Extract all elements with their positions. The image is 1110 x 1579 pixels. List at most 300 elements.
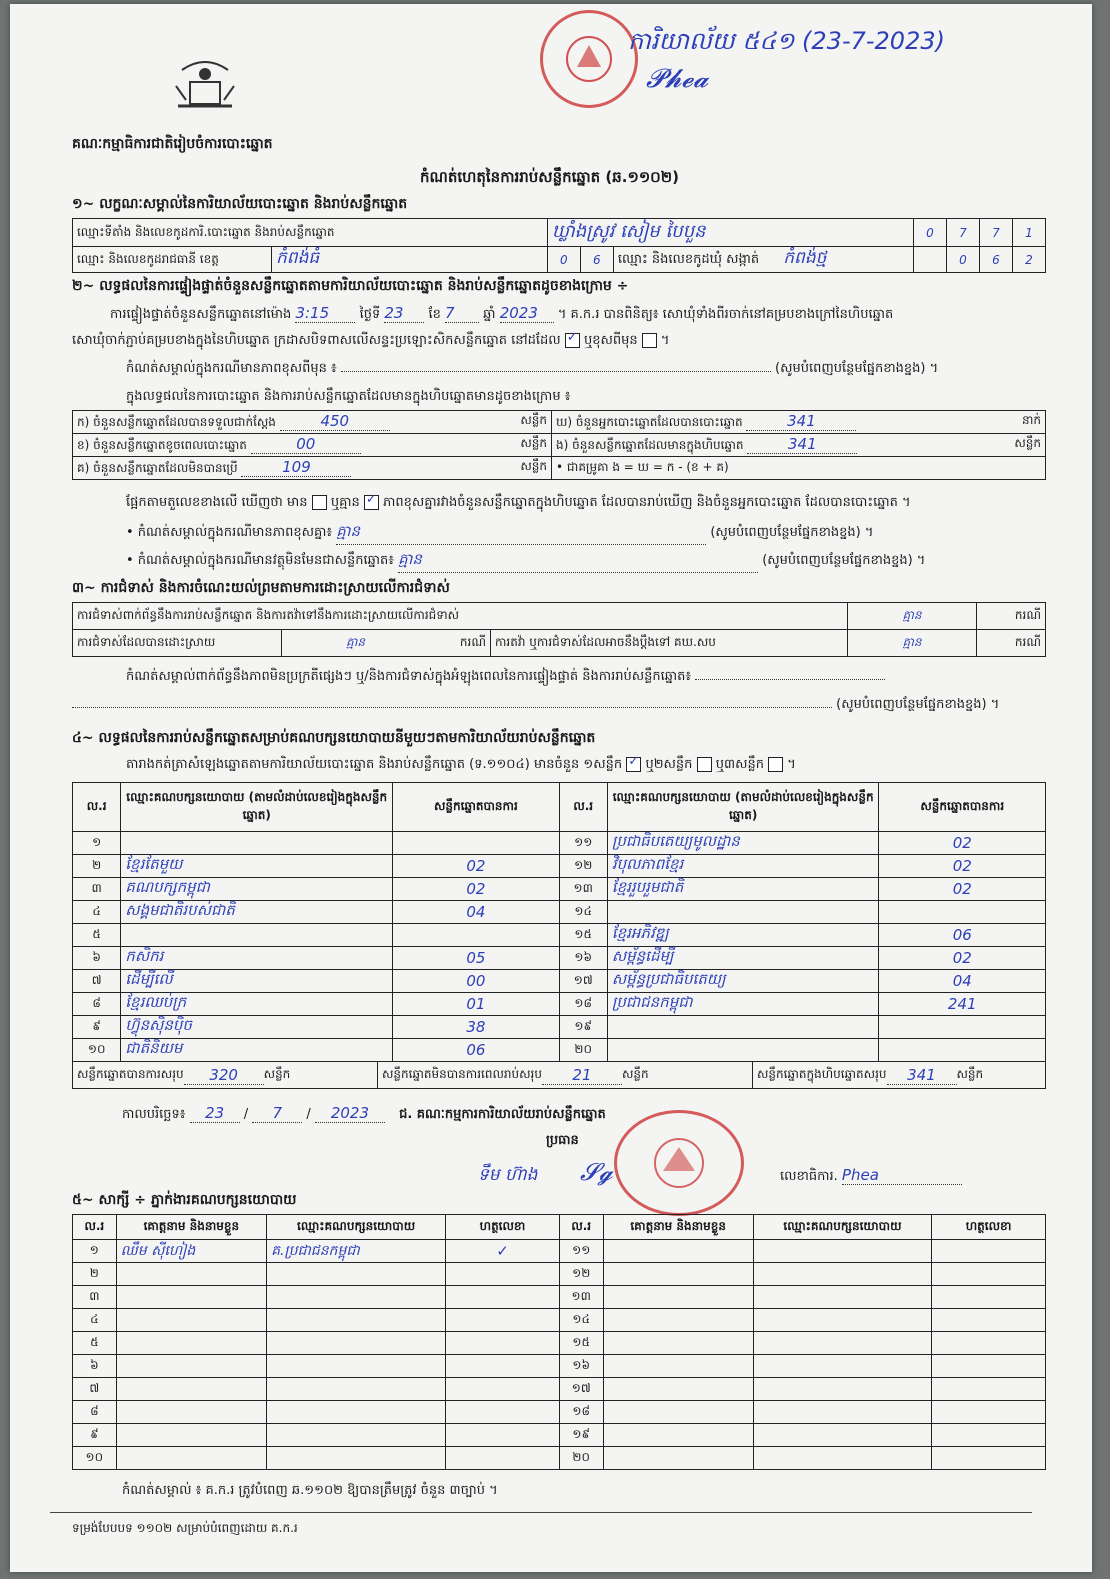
chair-signature: 𝓢𝓰	[580, 1158, 613, 1186]
witness-party	[267, 1309, 446, 1332]
note1-fill-more: (សូមបំពេញបន្ថែមផ្នែកខាងខ្នង) ។	[710, 525, 874, 540]
table-row	[73, 1355, 1046, 1378]
party-votes: 02	[393, 878, 559, 901]
location-code-4: 1	[1013, 219, 1046, 247]
witness-signature	[446, 1401, 560, 1424]
table-row	[73, 1424, 1046, 1447]
total-valid-cell	[73, 1062, 378, 1088]
party-name	[121, 924, 393, 947]
objection-row1-label: ការជំទាស់ពាក់ព័ន្ធនឹងការរាប់សន្លឹកឆ្នោត និងការតវ៉ាទៅនឹងការដោះស្រាយលើការជំទាស់	[73, 603, 848, 630]
witness-col-no-left: ល.រ	[73, 1215, 117, 1240]
handwritten-signature-top: 𝓟𝓱𝓮𝓪	[646, 64, 709, 94]
witness-no: ១៧	[559, 1378, 603, 1401]
witness-no: ២០	[559, 1447, 603, 1470]
commune-code-1: 0	[947, 247, 980, 273]
witness-signature	[932, 1424, 1046, 1447]
witness-signature	[446, 1355, 560, 1378]
witness-name	[603, 1240, 753, 1263]
witness-no: ១៥	[559, 1332, 603, 1355]
secretary-line	[780, 1166, 962, 1187]
witness-no: ១០	[73, 1447, 117, 1470]
witness-party	[267, 1263, 446, 1286]
table-row	[73, 1332, 1046, 1355]
province-label: ឈ្មោះ និងលេខកូដរាជធានី ខេត្ត	[73, 247, 272, 273]
witness-no: ១	[73, 1240, 117, 1263]
count-c-unit: សន្លឹក	[520, 459, 547, 473]
section5-heading: ៥~ សាក្សី ÷ ភ្នាក់ងារគណបក្សនយោបាយ	[72, 1192, 297, 1208]
witness-party	[267, 1332, 446, 1355]
two-sheet-label: ឬ២សន្លឹក	[645, 757, 693, 772]
party-votes: 02	[879, 947, 1046, 970]
col-votes-right: សន្លឹកឆ្នោតបានការ	[879, 783, 1046, 832]
handwritten-center-note: ការិយាល័យ ៥៤១ (23-7-2023)	[628, 27, 945, 55]
party-name: គណបក្សកម្ពុជា	[121, 878, 393, 901]
counts-table	[72, 410, 1046, 480]
party-votes: 02	[879, 855, 1046, 878]
witness-name	[603, 1447, 753, 1470]
party-no: ១៥	[559, 924, 607, 947]
party-name	[121, 832, 393, 855]
witness-party	[753, 1240, 931, 1263]
section1-table	[72, 218, 1046, 273]
witness-no: ២	[73, 1263, 117, 1286]
party-votes: 06	[879, 924, 1046, 947]
note1-line	[126, 522, 1048, 545]
party-votes: 02	[879, 878, 1046, 901]
witness-no: ៥	[73, 1332, 117, 1355]
party-votes: 06	[393, 1039, 559, 1062]
total-invalid-value: 21	[542, 1066, 622, 1085]
witness-name	[603, 1309, 753, 1332]
secretary-label: លេខាធិការ.	[780, 1169, 838, 1184]
witness-name	[116, 1286, 266, 1309]
witness-party	[753, 1424, 931, 1447]
witness-name	[116, 1355, 266, 1378]
party-name: ដើម្បីលើ	[121, 970, 393, 993]
table-row	[73, 1309, 1046, 1332]
secretary-name: Phea	[842, 1166, 962, 1185]
location-code-3: 7	[980, 219, 1013, 247]
commune-code-2: 6	[980, 247, 1013, 273]
province-code-1: 0	[547, 247, 580, 273]
date-day: 23	[190, 1104, 240, 1123]
appeal-case: ករណី	[977, 630, 1046, 657]
discrepancy-line	[126, 494, 1051, 513]
count-b-unit: សន្លឹក	[520, 436, 547, 450]
total-invalid-label: សន្លឹកឆ្នោតមិនបានការពេលរាប់សរុប	[382, 1067, 542, 1081]
witness-name	[116, 1378, 266, 1401]
witness-name	[603, 1286, 753, 1309]
party-votes	[393, 924, 559, 947]
three-sheet-label: ឬ៣សន្លឹក	[715, 757, 764, 772]
col-votes-left: សន្លឹកឆ្នោតបានការ	[393, 783, 559, 832]
witness-signature	[932, 1401, 1046, 1424]
witness-no: ៧	[73, 1378, 117, 1401]
table-row	[73, 1447, 1046, 1470]
location-label: ឈ្មោះទីតាំង និងលេខកូដការិ.បោះឆ្នោត និងរាប់សន្លឹកឆ្នោត	[73, 219, 548, 247]
party-name: កសិករ	[121, 947, 393, 970]
witness-no: ១២	[559, 1263, 603, 1286]
party-name: ប្រជាជនកម្ពុជា	[607, 993, 879, 1016]
witness-name	[116, 1263, 266, 1286]
count-a-unit: សន្លឹក	[520, 413, 547, 427]
witness-party	[753, 1378, 931, 1401]
witness-no: ៩	[73, 1424, 117, 1447]
unchanged-checkbox[interactable]	[565, 333, 580, 348]
discrepancy-text-1: ផ្អែកតាមតួលេខខាងលើ ឃើញថា មាន	[126, 495, 308, 510]
verify-time: 3:15	[295, 304, 355, 323]
verify-year: 2023	[500, 304, 554, 323]
verify-rest: ។ គ.ក.រ បានពិនិត្យ៖ សោឃុំទាំងពីរចាក់នៅគម្របខាងក្រៅនៃហិបឆ្នោត	[557, 307, 894, 322]
party-no: ៣	[73, 878, 121, 901]
witness-name	[116, 1401, 266, 1424]
table-row	[73, 993, 1046, 1016]
commune-label: ឈ្មោះ និងលេខកូដឃុំ សង្កាត់	[617, 252, 760, 267]
irregularities-fill-more: (សូមបំពេញបន្ថែមផ្នែកខាងខ្នង) ។	[836, 697, 1000, 712]
ballot-count-report-sheet	[10, 4, 1092, 1572]
party-name: ហ៊្វុនស៊ិនប៉ិច	[121, 1016, 393, 1039]
count-b-label: ខ) ចំនួនសន្លឹកឆ្នោតខូចពេលបោះឆ្នោត	[77, 438, 247, 452]
party-no: ១៣	[559, 878, 607, 901]
party-name: ប្រជាធិបតេយ្យមូលដ្ឋាន	[607, 832, 879, 855]
witness-signature	[446, 1447, 560, 1470]
diff-note-line	[126, 360, 1048, 379]
section1-heading: ១~ លក្ខណៈសម្គាល់នៃការិយាល័យបោះឆ្នោត និងរាប់សន្លឹកឆ្នោត	[72, 196, 408, 212]
witness-party	[753, 1263, 931, 1286]
location-code-1: 0	[914, 219, 947, 247]
count-d-value: 341	[746, 412, 856, 431]
witness-signature	[932, 1378, 1046, 1401]
party-name: ខ្មែរតែមួយ	[121, 855, 393, 878]
witness-name	[116, 1424, 266, 1447]
table-row	[73, 878, 1046, 901]
total-valid-value: 320	[184, 1066, 264, 1085]
table-row	[73, 1401, 1046, 1424]
total-invalid-cell	[378, 1062, 753, 1088]
witness-signature	[446, 1424, 560, 1447]
witness-name	[603, 1355, 753, 1378]
table-row	[73, 855, 1046, 878]
party-name: សង្គមជាតិរបស់ជាតិ	[121, 901, 393, 924]
witness-party	[753, 1309, 931, 1332]
witness-name	[116, 1309, 266, 1332]
witness-col-name-right: គោត្តនាម និងនាមខ្លួន	[603, 1215, 753, 1240]
year-label: ឆ្នាំ	[483, 307, 496, 322]
witness-party	[753, 1286, 931, 1309]
document-title: កំណត់ហេតុនៃការរាប់សន្លឹកឆ្នោត (ឆ.១១០២)	[420, 168, 680, 186]
witness-no: ៤	[73, 1309, 117, 1332]
two-sheet-checkbox[interactable]	[697, 757, 712, 772]
total-box-value: 341	[887, 1066, 957, 1085]
party-name: ខ្មែរអភិវឌ្ឍ	[607, 924, 879, 947]
witness-no: ១៨	[559, 1401, 603, 1424]
party-votes	[393, 832, 559, 855]
table-row	[73, 970, 1046, 993]
party-votes: 02	[393, 855, 559, 878]
tally-sheet-line: តារាងកត់ត្រាសំឡេងឆ្នោតតាមការិយាល័យបោះឆ្នោត និងរាប់សន្លឹកឆ្នោត (ទ.១១០៤) មានចំនួន ១សន្លឹក ✓ ឬ២សន្លឹក ឬ៣សន្លឹក ។	[126, 756, 796, 775]
party-name	[607, 1039, 879, 1062]
witness-no: ១៤	[559, 1309, 603, 1332]
witness-name: ឈឹម ស៊ីហៀង	[116, 1240, 266, 1263]
witness-party	[753, 1355, 931, 1378]
party-no: ២	[73, 855, 121, 878]
province-code-2: 6	[580, 247, 613, 273]
date-month: 7	[252, 1104, 302, 1123]
witness-name	[116, 1332, 266, 1355]
total-invalid-unit: សន្លឹក	[621, 1067, 649, 1081]
note2-line	[126, 550, 1048, 573]
date-year: 2023	[315, 1104, 385, 1123]
party-no: ១	[73, 832, 121, 855]
party-name: វិបុលភាពខ្មែរ	[607, 855, 879, 878]
appeal-label: ការតវ៉ា ឬការជំទាស់ដែលអាចនឹងប្ដឹងទៅ គឃ.សប	[491, 630, 848, 657]
witness-signature	[446, 1263, 560, 1286]
party-no: ១២	[559, 855, 607, 878]
party-no: ៤	[73, 901, 121, 924]
party-votes: 01	[393, 993, 559, 1016]
party-votes: 38	[393, 1016, 559, 1039]
witness-signature	[932, 1309, 1046, 1332]
objection-row1-value: គ្មាន	[848, 603, 977, 630]
party-votes: 00	[393, 970, 559, 993]
date-line: កាលបរិច្ឆេទ៖ 23 / 7 / 2023 ជ. គណៈកម្មការការិយាល័យរាប់សន្លឹកឆ្នោត	[122, 1104, 606, 1122]
seal-check-line: សោឃុំចាក់ភ្ជាប់គម្របខាងក្នុងនៃហិបឆ្នោត ក្រដាសបិទពាសលើសន្ទះប្រឡោះសិកសន្លឹកឆ្នោត នៅដដែល ✓ ឬខុសពីមុន ។	[72, 332, 1052, 351]
party-name: សម្ព័ន្ធដើម្បី	[607, 947, 879, 970]
date-label: កាលបរិច្ឆេទ៖	[122, 1107, 186, 1122]
party-votes: 02	[879, 832, 1046, 855]
witness-signature	[932, 1263, 1046, 1286]
witness-col-no-right: ល.រ	[559, 1215, 603, 1240]
witness-no: ៣	[73, 1286, 117, 1309]
witness-col-party-left: ឈ្មោះគណបក្សនយោបាយ	[267, 1215, 446, 1240]
note1-label: • កំណត់សម្គាល់ក្នុងករណីមានភាពខុសគ្នា៖	[126, 525, 333, 540]
witness-party	[267, 1355, 446, 1378]
count-b-value: 00	[251, 435, 361, 454]
chair-title: ប្រធាន	[546, 1133, 579, 1148]
top-official-stamp	[540, 10, 638, 108]
location-code-2: 7	[947, 219, 980, 247]
section3-heading: ៣~ ការជំទាស់ និងការចំណេះយល់ព្រមតាមការដោះស្រាយលើការជំទាស់	[72, 580, 450, 596]
party-no: ១៧	[559, 970, 607, 993]
count-a-label: ក) ចំនួនសន្លឹកឆ្នោតដែលបានទទួលជាក់ស្ដែង	[77, 415, 276, 429]
party-name	[607, 1016, 879, 1039]
changed-checkbox[interactable]	[642, 333, 657, 348]
party-votes: 241	[879, 993, 1046, 1016]
appeal-value: គ្មាន	[848, 630, 977, 657]
party-no: ១៨	[559, 993, 607, 1016]
discrepancy-text-2: ឬគ្មាន	[330, 495, 360, 510]
total-box-cell	[753, 1066, 1045, 1085]
witness-signature: ✓	[446, 1240, 560, 1263]
witness-no: ៨	[73, 1401, 117, 1424]
commune-value: កំពង់ថ្ម	[783, 248, 827, 268]
objection-row1-case: ករណី	[977, 603, 1046, 630]
col-party-left: ឈ្មោះគណបក្សនយោបាយ (តាមលំដាប់លេខរៀងក្នុងសន្លឹកឆ្នោត)	[121, 783, 393, 832]
note2-value: គ្មាន	[398, 550, 758, 573]
seal-check-text: សោឃុំចាក់ភ្ជាប់គម្របខាងក្នុងនៃហិបឆ្នោត ក្រដាសបិទពាសលើសន្ទះប្រឡោះសិកសន្លឹកឆ្នោត នៅដដែល	[72, 333, 561, 348]
resolved-value: គ្មាន	[346, 635, 366, 649]
diff-note-fill-more: (សូមបំពេញបន្ថែមផ្នែកខាងខ្នង) ។	[775, 361, 939, 376]
total-valid-label: សន្លឹកឆ្នោតបានការសរុប	[77, 1067, 184, 1081]
witness-party	[753, 1447, 931, 1470]
party-name: ខ្មែររួបរួមជាតិ	[607, 878, 879, 901]
witness-signature	[932, 1332, 1046, 1355]
witness-name	[116, 1447, 266, 1470]
witness-name	[603, 1263, 753, 1286]
total-box-label: សន្លឹកឆ្នោតក្នុងហិបឆ្នោតសរុប	[757, 1067, 887, 1081]
total-box-unit: សន្លឹក	[956, 1067, 984, 1081]
witness-party	[267, 1424, 446, 1447]
irregularities-note-line	[126, 668, 1048, 687]
witness-name	[603, 1401, 753, 1424]
witness-signature	[446, 1286, 560, 1309]
resolved-case: ករណី	[459, 635, 486, 649]
count-e-label: ង) ចំនួនសន្លឹកឆ្នោតដែលមានក្នុងហិបឆ្នោត	[556, 438, 744, 452]
party-name	[607, 901, 879, 924]
count-e-unit: សន្លឹក	[1014, 436, 1041, 450]
section4-heading: ៤~ លទ្ធផលនៃការរាប់សន្លឹកឆ្នោតសម្រាប់គណបក្សនយោបាយនីមួយៗតាមការិយាល័យរាប់សន្លឹកឆ្នោត	[72, 730, 596, 746]
emblem-logo	[170, 56, 240, 118]
count-d-unit: នាក់	[1021, 413, 1041, 427]
table-row	[73, 1286, 1046, 1309]
location-value: ឃ្លាំងស្រូវ សៀម បៃបួន	[547, 219, 913, 247]
witness-party	[753, 1332, 931, 1355]
note1-value: គ្មាន	[336, 522, 706, 545]
col-party-right: ឈ្មោះគណបក្សនយោបាយ (តាមលំដាប់លេខរៀងក្នុងសន្លឹកឆ្នោត)	[607, 783, 879, 832]
party-name: សម្ព័ន្ធប្រជាធិបតេយ្យ	[607, 970, 879, 993]
verify-line	[110, 304, 1050, 325]
committee-name: ជ. គណៈកម្មការការិយាល័យរាប់សន្លឹកឆ្នោត	[399, 1107, 606, 1122]
witness-table	[72, 1214, 1046, 1470]
witness-no: ១៣	[559, 1286, 603, 1309]
has-discrepancy-checkbox[interactable]	[312, 495, 327, 510]
discrepancy-text-3: ភាពខុសគ្នារវាងចំនួនសន្លឹកឆ្នោតក្នុងហិបឆ្នោត ដែលបានរាប់ឃើញ និងចំនួនអ្នកបោះឆ្នោត ដែលបានបោះឆ្នោត ។	[383, 495, 911, 510]
count-e-value: 341	[747, 435, 857, 454]
count-d-label: ឃ) ចំនួនអ្នកបោះឆ្នោតដែលបានបោះឆ្នោត	[556, 415, 743, 429]
section2-heading: ២~ លទ្ធផលនៃការផ្ទៀងផ្ទាត់ចំនួនសន្លឹកឆ្នោតតាមការិយាល័យបោះឆ្នោត និងរាប់សន្លឹកឆ្នោតដូចខាងក្រោម ÷	[72, 278, 629, 294]
three-sheet-checkbox[interactable]	[768, 757, 783, 772]
party-no: ៥	[73, 924, 121, 947]
count-a-value: 450	[280, 412, 390, 431]
party-no: ៨	[73, 993, 121, 1016]
witness-col-sign-right: ហត្ថលេខា	[932, 1215, 1046, 1240]
witness-signature	[932, 1286, 1046, 1309]
objections-table	[72, 602, 1046, 657]
day-label: ថ្ងៃទី	[359, 307, 381, 322]
witness-party	[267, 1401, 446, 1424]
witness-name	[603, 1424, 753, 1447]
table-row	[73, 947, 1046, 970]
committee-stamp	[614, 1110, 744, 1216]
formula: • ជាគម្រូគា ង = ឃ = ក - (ខ + គ)	[552, 457, 1046, 480]
note2-label: • កំណត់សម្គាល់ក្នុងករណីមានវត្ថុមិនមែនជាសន្លឹកឆ្នោត៖	[126, 553, 394, 568]
party-no: ២០	[559, 1039, 607, 1062]
witness-signature	[932, 1240, 1046, 1263]
table-row	[73, 901, 1046, 924]
witness-party	[267, 1286, 446, 1309]
col-no-left: ល.រ	[73, 783, 121, 832]
witness-party	[753, 1401, 931, 1424]
witness-signature	[932, 1355, 1046, 1378]
changed-option-label: ឬខុសពីមុន	[583, 333, 638, 348]
party-votes: 04	[879, 970, 1046, 993]
party-no: ៦	[73, 947, 121, 970]
party-no: ១៩	[559, 1016, 607, 1039]
party-votes	[879, 901, 1046, 924]
party-name: ខ្មែរឈប់ក្រ	[121, 993, 393, 1016]
witness-signature	[446, 1332, 560, 1355]
witness-signature	[932, 1447, 1046, 1470]
chair-name: ទឹម ហ៊ាង	[478, 1165, 538, 1185]
resolved-label: ការជំទាស់ដែលបានដោះស្រាយ	[73, 630, 282, 657]
party-votes: 05	[393, 947, 559, 970]
witness-party: គ.ប្រជាជនកម្ពុជា	[267, 1240, 446, 1263]
table-row	[73, 1378, 1046, 1401]
party-votes	[879, 1039, 1046, 1062]
note2-fill-more: (សូមបំពេញបន្ថែមផ្នែកខាងខ្នង) ។	[762, 553, 926, 568]
month-label: ខែ	[428, 307, 441, 322]
party-votes: 04	[393, 901, 559, 924]
witness-no: ១៦	[559, 1355, 603, 1378]
col-no-right: ល.រ	[559, 783, 607, 832]
table-row	[73, 1263, 1046, 1286]
table-row	[73, 1039, 1046, 1062]
tally-sheet-text: តារាងកត់ត្រាសំឡេងឆ្នោតតាមការិយាល័យបោះឆ្នោត និងរាប់សន្លឹកឆ្នោត (ទ.១១០៤) មានចំនួន ១សន្លឹក	[126, 757, 623, 772]
irregularities-note: កំណត់សម្គាល់ពាក់ព័ន្ធនឹងភាពមិនប្រក្រតីផ្សេងៗ ឬ/និងការជំទាស់ក្នុងអំឡុងពេលនៃការផ្ទៀងផ្ទាត់ និងការរាប់សន្លឹកឆ្នោត៖	[126, 669, 692, 684]
party-no: ៧	[73, 970, 121, 993]
count-c-label: គ) ចំនួនសន្លឹកឆ្នោតដែលមិនបានប្រើ	[77, 461, 238, 475]
verify-month: 7	[445, 304, 479, 323]
commune-code-3: 2	[1013, 247, 1046, 273]
irregularities-fill-line	[72, 696, 1048, 715]
total-valid-unit: សន្លឹក	[263, 1067, 291, 1081]
witness-name	[603, 1332, 753, 1355]
party-no: ១០	[73, 1039, 121, 1062]
diff-note-label: កំណត់សម្គាល់ក្នុងករណីមានភាពខុសពីមុន ៖	[126, 361, 337, 376]
organization-name: គណៈកម្មាធិការជាតិរៀបចំការបោះឆ្នោត	[72, 136, 273, 152]
witness-signature	[446, 1309, 560, 1332]
verify-intro: ការផ្ទៀងផ្ទាត់ចំនួនសន្លឹកឆ្នោតនៅម៉ោង	[110, 307, 292, 322]
footer-note: កំណត់សម្គាល់ ៖ គ.ក.រ ត្រូវបំពេញ ឆ.១១០២ ឱ្យបានត្រឹមត្រូវ ចំនួន ៣ច្បាប់ ។	[122, 1483, 498, 1498]
witness-signature	[446, 1378, 560, 1401]
witness-col-party-right: ឈ្មោះគណបក្សនយោបាយ	[753, 1215, 931, 1240]
table-row	[73, 1240, 1046, 1263]
party-name: ជាតិនិយម	[121, 1039, 393, 1062]
commune-label-and-value	[613, 247, 913, 273]
witness-party	[267, 1447, 446, 1470]
count-c-value: 109	[241, 458, 351, 477]
witness-party	[267, 1378, 446, 1401]
witness-no: ៦	[73, 1355, 117, 1378]
party-votes	[879, 1016, 1046, 1039]
footer-form-label: ទម្រង់បែបបទ ១១០២ សម្រាប់បំពេញដោយ គ.ក.រ	[72, 1521, 298, 1535]
counts-intro: ក្នុងលទ្ធផលនៃការបោះឆ្នោត និងការរាប់សន្លឹកឆ្នោតដែលមានក្នុងហិបឆ្នោតមានដូចខាងក្រោម ៖	[126, 389, 571, 404]
party-results-table	[72, 782, 1046, 1089]
witness-col-sign-left: ហត្ថលេខា	[446, 1215, 560, 1240]
table-row	[73, 1016, 1046, 1039]
no-discrepancy-checkbox[interactable]	[364, 495, 379, 510]
witness-no: ១១	[559, 1240, 603, 1263]
witness-name	[603, 1378, 753, 1401]
one-sheet-checkbox[interactable]	[626, 757, 641, 772]
table-row	[73, 832, 1046, 855]
table-row	[73, 924, 1046, 947]
verify-day: 23	[384, 304, 424, 323]
party-no: ១៤	[559, 901, 607, 924]
party-no: ៩	[73, 1016, 121, 1039]
province-value: កំពង់ធំ	[272, 247, 548, 273]
witness-col-name-left: គោត្តនាម និងនាមខ្លួន	[116, 1215, 266, 1240]
